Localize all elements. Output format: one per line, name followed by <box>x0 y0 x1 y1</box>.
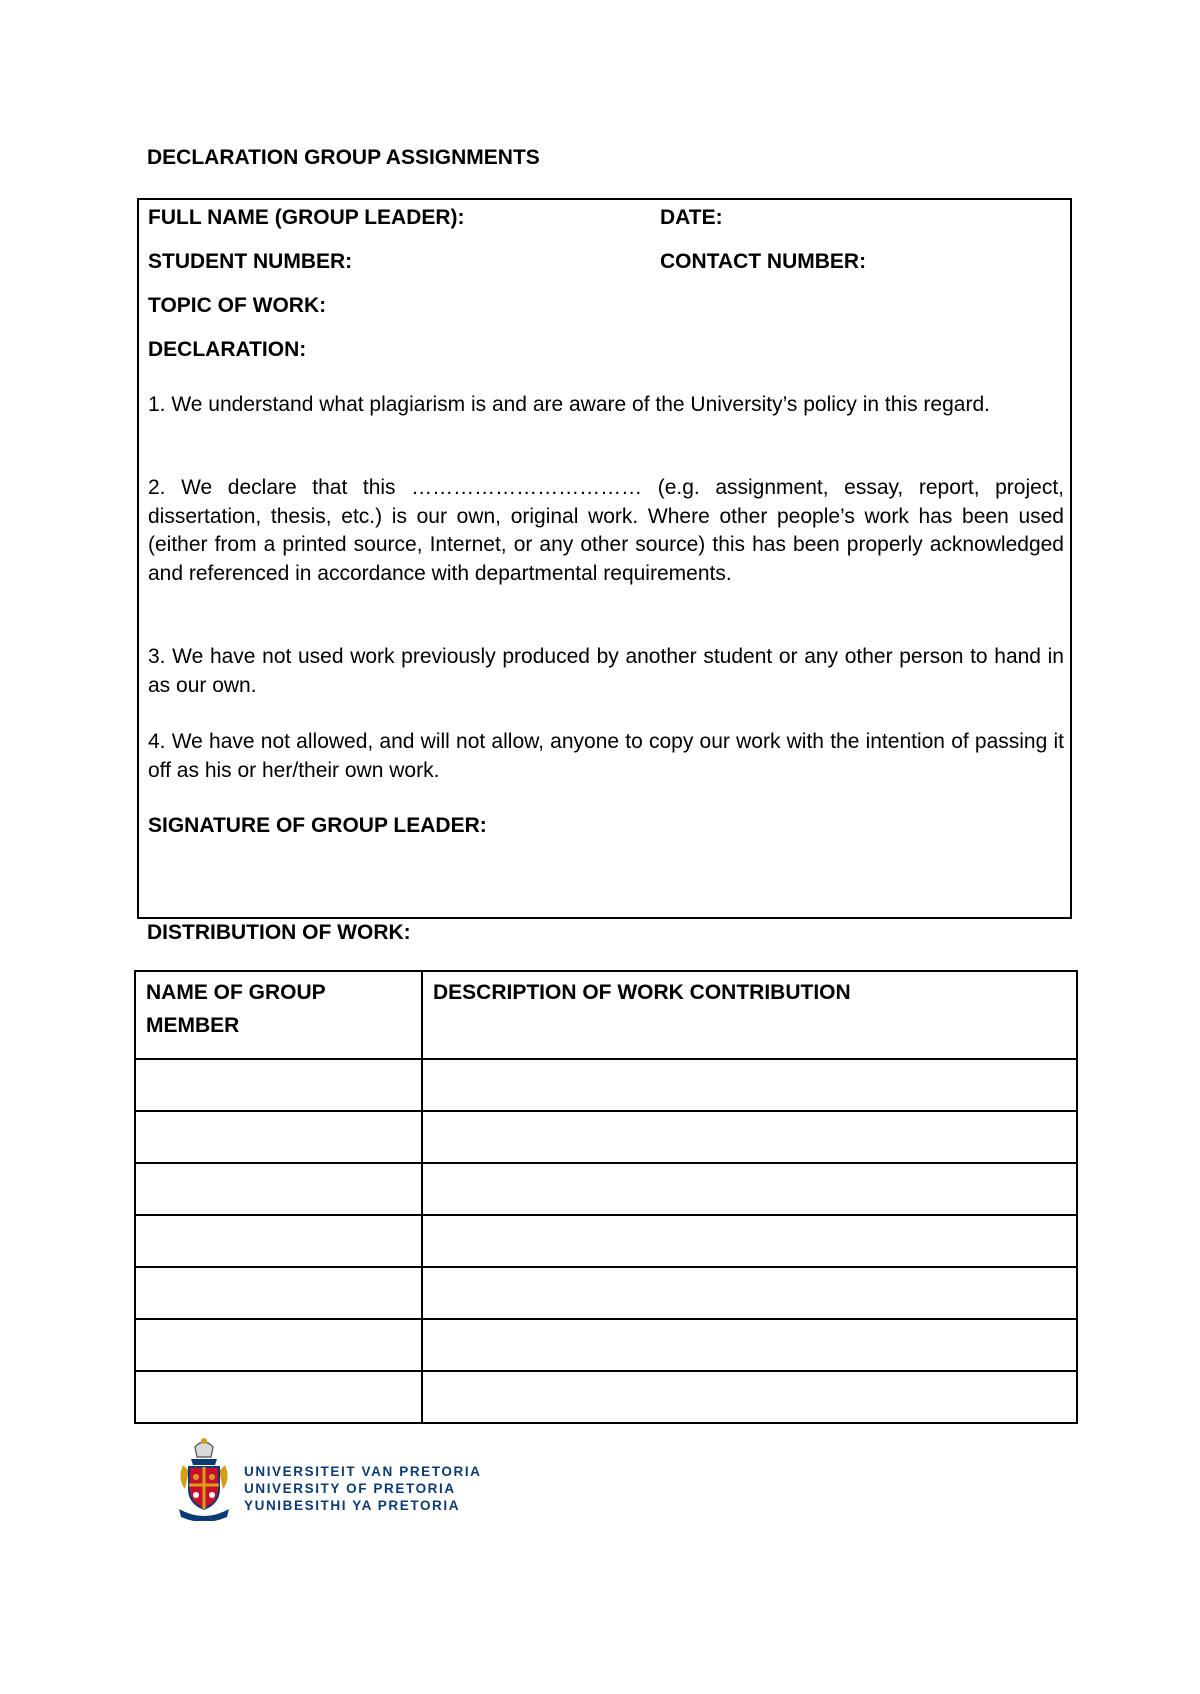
statement-1: 1. We understand what plagiarism is and are aware of the University’s policy in this regard. <box>148 393 990 416</box>
contribution-cell[interactable] <box>422 1059 1077 1111</box>
statement-2: 2. We declare that this …………………………… (e.g. assignment, essay, report, project, dissertation, thesis, etc.) is our own, original work. Where other people’s work has been used (either from a printed source, Internet, or any other source) this has been properly acknowledged and referenced in accordance with departmental requirements. <box>148 476 1064 585</box>
university-name-english: UNIVERSITY OF PRETORIA <box>244 1481 456 1496</box>
member-name-cell[interactable] <box>135 1059 422 1111</box>
member-name-cell[interactable] <box>135 1267 422 1319</box>
distribution-heading: DISTRIBUTION OF WORK: <box>147 921 411 944</box>
contribution-cell[interactable] <box>422 1111 1077 1163</box>
page-title: DECLARATION GROUP ASSIGNMENTS <box>147 146 540 169</box>
contact-number-label: CONTACT NUMBER: <box>660 250 867 273</box>
statement-3: 3. We have not used work previously produced by another student or any other person to hand in as our own. <box>148 645 1064 697</box>
column-header-description: DESCRIPTION OF WORK CONTRIBUTION <box>422 971 1077 1059</box>
member-name-cell[interactable] <box>135 1111 422 1163</box>
table-row <box>135 1371 1077 1423</box>
university-name-sepedi: YUNIBESITHI YA PRETORIA <box>244 1498 461 1513</box>
member-name-cell[interactable] <box>135 1371 422 1423</box>
student-number-label: STUDENT NUMBER: <box>148 250 353 273</box>
contribution-cell[interactable] <box>422 1267 1077 1319</box>
table-row <box>135 1059 1077 1111</box>
contribution-cell[interactable] <box>422 1371 1077 1423</box>
signature-label: SIGNATURE OF GROUP LEADER: <box>148 814 487 837</box>
contribution-cell[interactable] <box>422 1163 1077 1215</box>
contribution-cell[interactable] <box>422 1215 1077 1267</box>
contribution-cell[interactable] <box>422 1319 1077 1371</box>
topic-label: TOPIC OF WORK: <box>148 294 327 317</box>
declaration-box <box>137 198 1072 919</box>
distribution-table <box>134 970 1078 1424</box>
member-name-cell[interactable] <box>135 1215 422 1267</box>
university-crest <box>175 1435 233 1526</box>
table-row <box>135 1163 1077 1215</box>
date-label: DATE: <box>660 206 723 229</box>
university-name <box>244 1463 482 1514</box>
crest-icon <box>175 1435 233 1521</box>
table-row <box>135 1111 1077 1163</box>
column-header-name: NAME OF GROUP MEMBER <box>135 971 422 1059</box>
member-name-cell[interactable] <box>135 1319 422 1371</box>
full-name-label: FULL NAME (GROUP LEADER): <box>148 206 465 229</box>
table-row <box>135 1319 1077 1371</box>
table-row <box>135 1215 1077 1267</box>
member-name-cell[interactable] <box>135 1163 422 1215</box>
table-header-row <box>135 971 1077 1059</box>
table-row <box>135 1267 1077 1319</box>
statement-4: 4. We have not allowed, and will not allow, anyone to copy our work with the intention of passing it off as his or her/their own work. <box>148 730 1064 782</box>
university-name-afrikaans: UNIVERSITEIT VAN PRETORIA <box>244 1464 482 1479</box>
declaration-label: DECLARATION: <box>148 338 307 361</box>
